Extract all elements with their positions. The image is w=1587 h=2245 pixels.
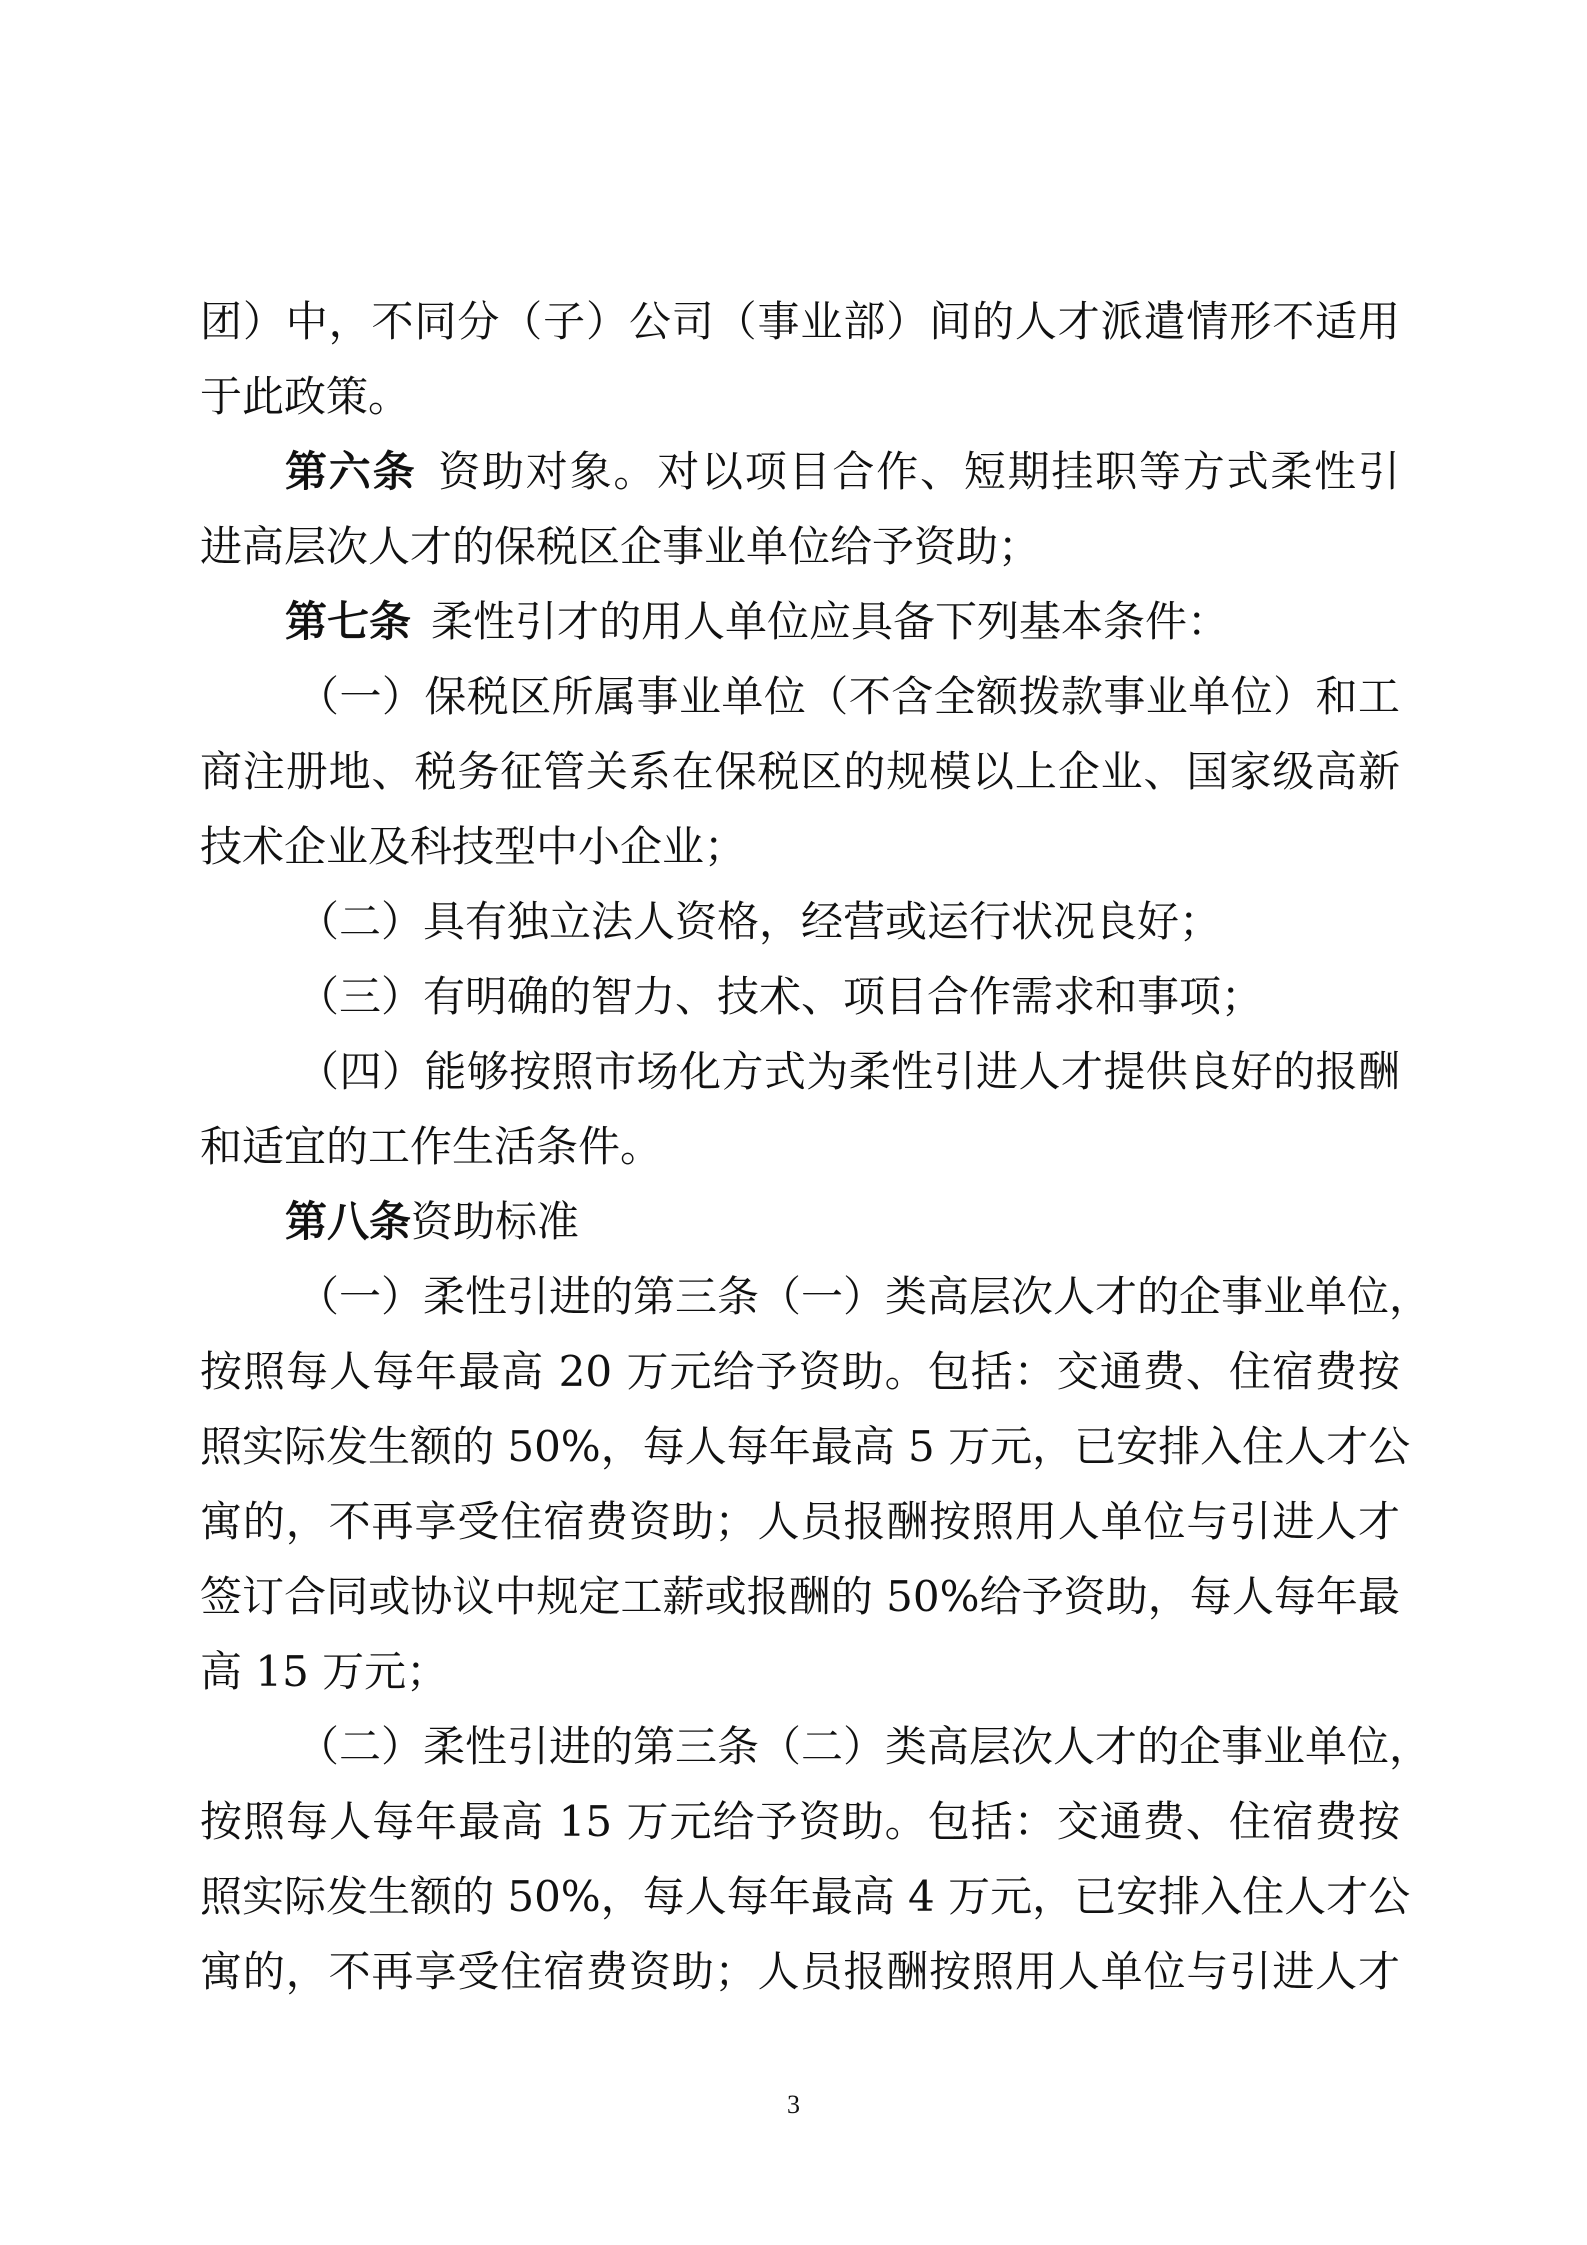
paragraph-line xyxy=(200,1947,1400,1997)
paragraph-line xyxy=(297,1272,1432,1322)
article-7-heading-line xyxy=(285,597,1400,647)
article-label: 第八条 xyxy=(285,1197,412,1246)
article-label: 第七条 xyxy=(285,597,412,646)
paragraph-line xyxy=(200,297,1400,347)
paragraph-line xyxy=(297,897,1400,947)
paragraph-line xyxy=(200,1797,1400,1847)
article-label: 第六条 xyxy=(285,447,417,496)
line-text: （二）柔性引进的第三条（二）类高层次人才的企事业单位， xyxy=(297,1722,1432,1771)
line-text: 寓的，不再享受住宿费资助；人员报酬按照用人单位与引进人才 xyxy=(200,1947,1400,1996)
paragraph-line xyxy=(200,1872,1411,1922)
line-text: 按照每人每年最高 20 万元给予资助。包括：交通费、住宿费按 xyxy=(200,1347,1400,1396)
line-text: 高 15 万元； xyxy=(200,1647,449,1696)
line-text: 签订合同或协议中规定工薪或报酬的 50%给予资助，每人每年最 xyxy=(200,1572,1400,1621)
paragraph-line xyxy=(200,822,1400,872)
line-text: 资助对象。对以项目合作、短期挂职等方式柔性引 xyxy=(436,447,1400,496)
paragraph-line xyxy=(297,972,1400,1022)
line-text: 寓的，不再享受住宿费资助；人员报酬按照用人单位与引进人才 xyxy=(200,1497,1400,1546)
paragraph-line xyxy=(297,1047,1400,1097)
line-text: （四）能够按照市场化方式为柔性引进人才提供良好的报酬 xyxy=(297,1047,1400,1096)
line-text: 团）中，不同分（子）公司（事业部）间的人才派遣情形不适用 xyxy=(200,297,1400,346)
line-text: （一）柔性引进的第三条（一）类高层次人才的企事业单位， xyxy=(297,1272,1432,1321)
paragraph-line xyxy=(200,1647,1400,1697)
line-text: 柔性引才的用人单位应具备下列基本条件： xyxy=(431,597,1230,646)
article-6-heading-line xyxy=(285,447,1400,497)
line-text: 于此政策。 xyxy=(200,372,411,421)
line-text: 照实际发生额的 50%，每人每年最高 5 万元，已安排入住人才公 xyxy=(200,1422,1411,1471)
line-text: 商注册地、税务征管关系在保税区的规模以上企业、国家级高新 xyxy=(200,747,1400,796)
line-text: （二）具有独立法人资格，经营或运行状况良好； xyxy=(297,897,1222,946)
line-text: （一）保税区所属事业单位（不含全额拨款事业单位）和工 xyxy=(297,672,1400,721)
paragraph-line xyxy=(200,1572,1400,1622)
paragraph-line xyxy=(297,672,1400,722)
line-text: 和适宜的工作生活条件。 xyxy=(200,1122,663,1171)
line-text: 照实际发生额的 50%，每人每年最高 4 万元，已安排入住人才公 xyxy=(200,1872,1411,1921)
line-text: （三）有明确的智力、技术、项目合作需求和事项； xyxy=(297,972,1264,1021)
line-text: 进高层次人才的保税区企事业单位给予资助； xyxy=(200,522,1041,571)
paragraph-line xyxy=(200,1422,1411,1472)
paragraph-line xyxy=(200,1122,1400,1172)
line-text: 资助标准 xyxy=(411,1197,580,1246)
paragraph-line xyxy=(297,1722,1432,1772)
paragraph-line xyxy=(200,372,1400,422)
page-number: 3 xyxy=(787,2090,800,2119)
paragraph-line xyxy=(200,522,1400,572)
paragraph-line xyxy=(200,747,1400,797)
line-text: 技术企业及科技型中小企业； xyxy=(200,822,747,871)
line-text: 按照每人每年最高 15 万元给予资助。包括：交通费、住宿费按 xyxy=(200,1797,1400,1846)
paragraph-line xyxy=(200,1347,1400,1397)
article-8-heading-line xyxy=(285,1197,1400,1247)
paragraph-line xyxy=(200,1497,1400,1547)
